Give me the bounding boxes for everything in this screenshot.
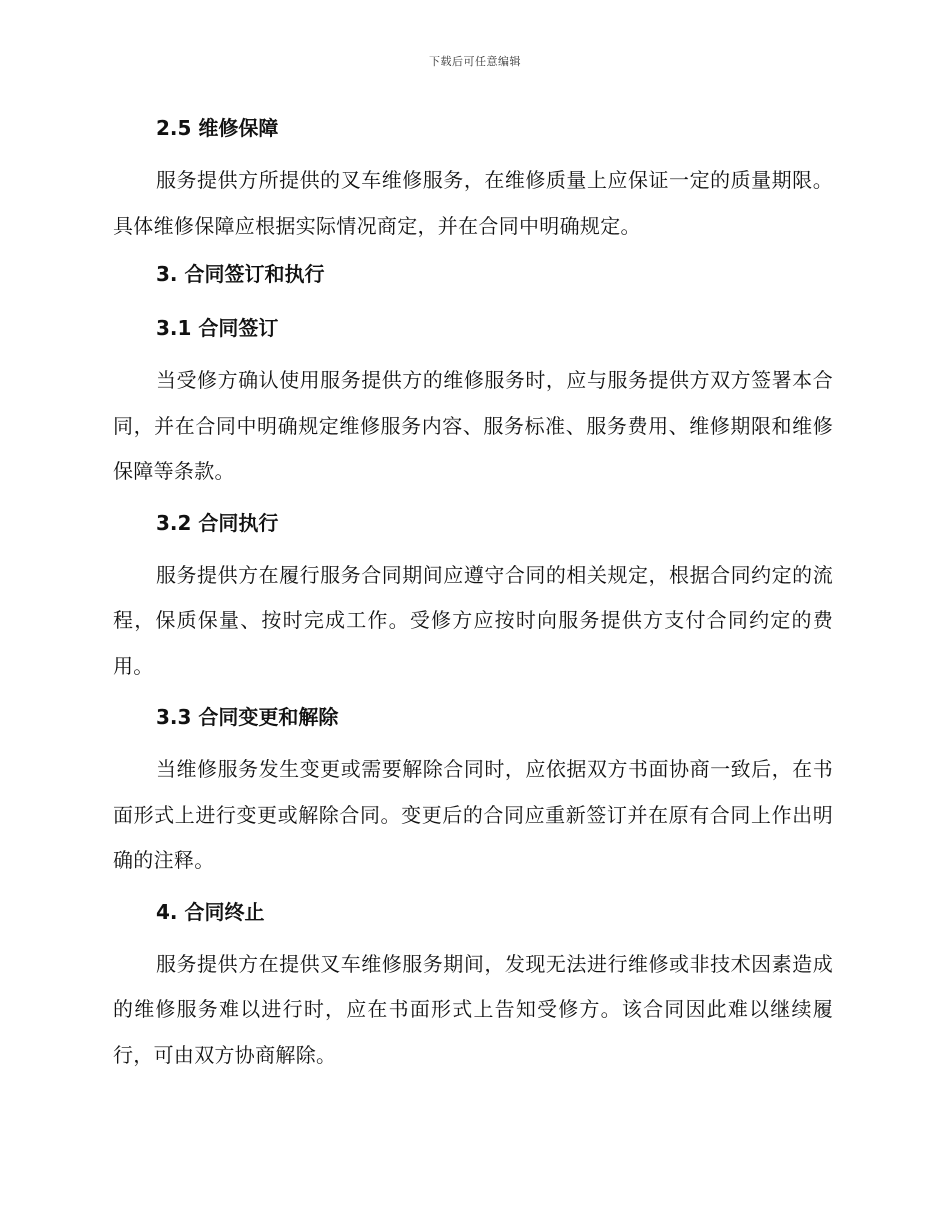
section-paragraph-3-2: 服务提供方在履行服务合同期间应遵守合同的相关规定，根据合同约定的流程，保质保量、按时完成工作。受修方应按时向服务提供方支付合同约定的费用。 xyxy=(113,562,833,678)
section-paragraph-3-1: 当受修方确认使用服务提供方的维修服务时，应与服务提供方双方签署本合同，并在合同中明确规定维修服务内容、服务标准、服务费用、维修期限和维修保障等条款。 xyxy=(113,368,833,483)
section-paragraph-2-5: 服务提供方所提供的叉车维修服务，在维修质量上应保证一定的质量期限。具体维修保障应根据实际情况商定，并在合同中明确规定。 xyxy=(113,168,833,238)
section-heading-2-5: 2.5 维修保障 xyxy=(156,116,279,140)
section-paragraph-4: 服务提供方在提供叉车维修服务期间，发现无法进行维修或非技术因素造成的维修服务难以进行时，应在书面形式上告知受修方。该合同因此难以继续履行，可由双方协商解除。 xyxy=(113,951,833,1067)
section-heading-3: 3. 合同签订和执行 xyxy=(156,262,325,286)
section-heading-3-3: 3.3 合同变更和解除 xyxy=(156,705,339,729)
section-heading-4: 4. 合同终止 xyxy=(156,899,265,924)
section-paragraph-3-3: 当维修服务发生变更或需要解除合同时，应依据双方书面协商一致后，在书面形式上进行变更或解除合同。变更后的合同应重新签订并在原有合同上作出明确的注释。 xyxy=(113,757,833,872)
page-header: 下载后可任意编辑 xyxy=(429,55,521,68)
section-heading-3-2: 3.2 合同执行 xyxy=(156,510,279,535)
section-heading-3-1: 3.1 合同签订 xyxy=(156,316,279,340)
document-body xyxy=(113,113,833,1078)
